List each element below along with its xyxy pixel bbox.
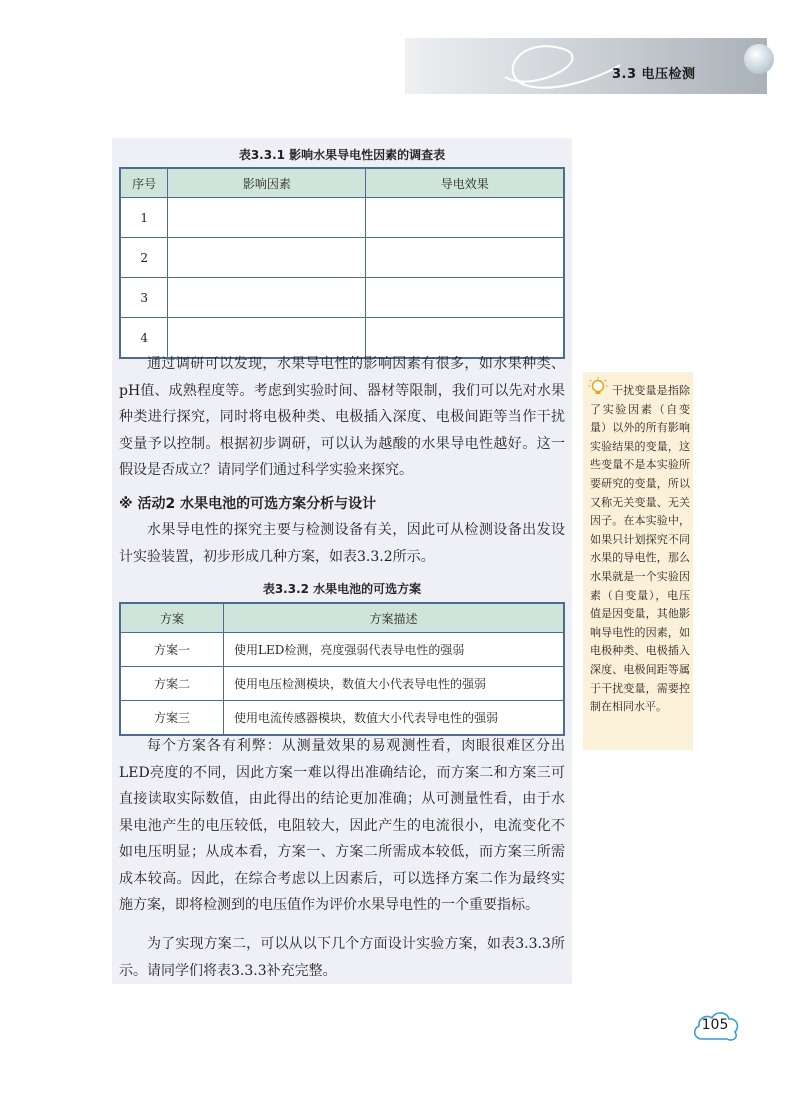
table-cell (366, 198, 564, 238)
table-cell (366, 238, 564, 278)
table-header-row (120, 168, 564, 198)
table-header-row (120, 603, 564, 633)
header-swoosh-icon (495, 35, 625, 95)
table-cell (168, 238, 366, 278)
table-row (120, 238, 564, 278)
column-header: 序号 (120, 168, 168, 198)
body-paragraph: 通过调研可以发现，水果导电性的影响因素有很多，如水果种类、pH值、成熟程度等。考虑到实验时间、器材等限制，我们可以先对水果种类进行探究，同时将电极种类、电极插入深度、电极间距等当作干扰变量予以控制。根据初步调研，可以认为越酸的水果导电性越好。这一假设是否成立？请同学们通过科学实验来探究。 (119, 356, 565, 478)
column-header: 导电效果 (366, 168, 564, 198)
activity-heading: ※ 活动2 水果电池的可选方案分析与设计 (119, 496, 377, 512)
globe-icon (744, 44, 774, 74)
column-header: 影响因素 (168, 168, 366, 198)
body-paragraph: 为了实现方案二，可以从以下几个方面设计实验方案，如表3.3.3所示。请同学们将表3.3.3补充完整。 (119, 936, 565, 979)
page-number: 105 (701, 1017, 729, 1033)
body-paragraph: 水果导电性的探究主要与检测设备有关，因此可从检测设备出发设计实验装置，初步形成几种方案，如表3.3.2所示。 (119, 522, 565, 565)
options-table (119, 602, 565, 736)
table-row (120, 701, 564, 736)
table-cell: 方案一 (120, 633, 224, 667)
table-row (120, 667, 564, 701)
column-header: 方案描述 (224, 603, 564, 633)
table2-caption: 表3.3.2 水果电池的可选方案 (262, 582, 422, 596)
table-cell: 方案二 (120, 667, 224, 701)
table-row (120, 198, 564, 238)
table-cell: 方案三 (120, 701, 224, 736)
section-title: 3.3 电压检测 (612, 67, 696, 82)
table-cell: 2 (120, 238, 168, 278)
sidebar-note-text: 干扰变量是指除了实验因素（自变量）以外的所有影响实验结果的变量，这些变量不是本实验所要研究的变量，所以又称无关变量、无关因子。在本实验中，如果只计划探究不同水果的导电性，那么水果就是一个实验因素（自变量），电压值是因变量，其他影响导电性的因素，如电极种类、电极插入深度、电极间距等属于干扰变量，需要控制在相同水平。 (590, 384, 690, 714)
table-cell (366, 278, 564, 318)
table-cell: 使用电流传感器模块，数值大小代表导电性的强弱 (224, 701, 564, 736)
table-cell: 使用电压检测模块，数值大小代表导电性的强弱 (224, 667, 564, 701)
table-cell (168, 198, 366, 238)
body-paragraph: 每个方案各有利弊：从测量效果的易观测性看，肉眼很难区分出LED亮度的不同，因此方案一难以得出准确结论，而方案二和方案三可直接读取实际数值，由此得出的结论更加准确；从可测量性看，由于水果电池产生的电压较低，电阻较大，因此产生的电流很小，电流变化不如电压明显；从成本看，方案一、方案二所需成本较低，而方案三所需成本较高。因此，在综合考虑以上因素后，可以选择方案二作为最终实施方案，即将检测到的电压值作为评价水果导电性的一个重要指标。 (119, 738, 565, 913)
table1-caption: 表3.3.1 影响水果导电性因素的调查表 (238, 148, 446, 162)
table-cell: 4 (120, 318, 168, 359)
table-row (120, 633, 564, 667)
table-cell (168, 278, 366, 318)
table-cell: 1 (120, 198, 168, 238)
survey-table (119, 167, 565, 359)
table-row (120, 278, 564, 318)
table-cell: 3 (120, 278, 168, 318)
table-cell: 使用LED检测，亮度强弱代表导电性的强弱 (224, 633, 564, 667)
column-header: 方案 (120, 603, 224, 633)
